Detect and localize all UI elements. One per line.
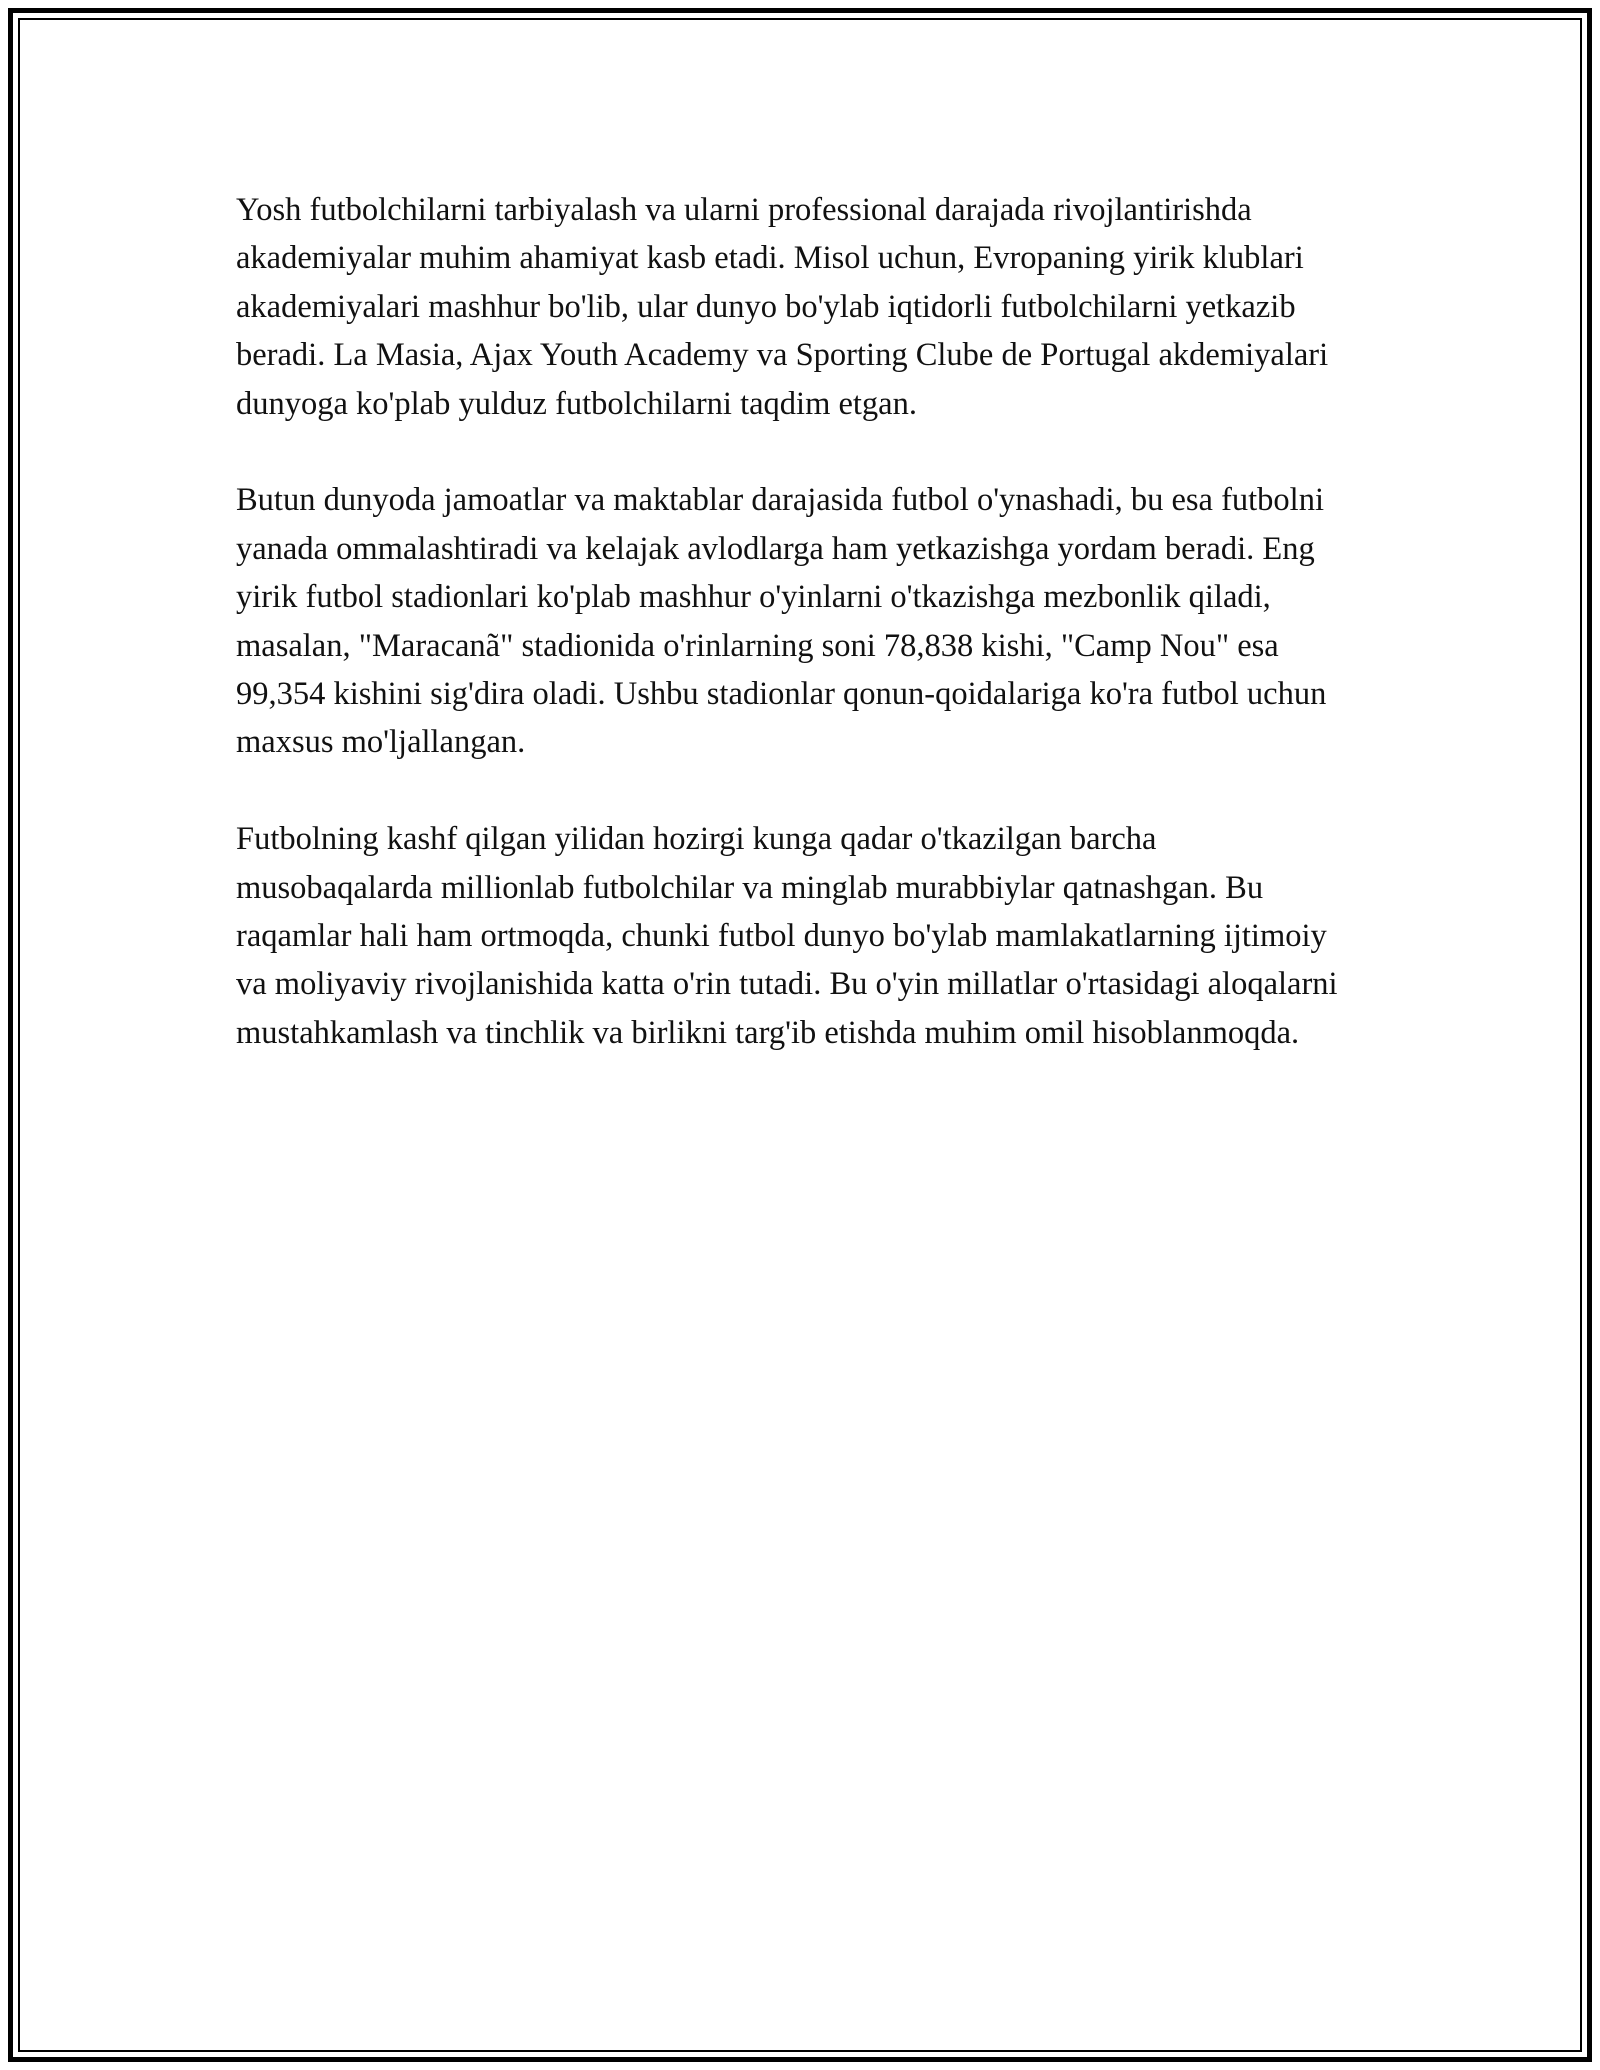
- document-body: [236, 186, 1356, 1106]
- paragraph-stadiums: Butun dunyoda jamoatlar va maktablar darajasida futbol o'ynashadi, bu esa futbolni yanada ommalashtiradi va kelajak avlodlarga ham yetkazishga yordam beradi. Eng yirik futbol stadionlari ko'plab mashhur o'yinlarni o'tkazishga mezbonlik qiladi, masalan, "Maracanã" stadionida o'rinlarning soni 78,838 kishi, "Camp Nou" esa 99,354 kishini sig'dira oladi. Ushbu stadionlar qonun-qoidalariga ko'ra futbol uchun maxsus mo'ljallangan.: [236, 482, 1327, 761]
- paragraph-participation: Futbolning kashf qilgan yilidan hozirgi kunga qadar o'tkazilgan barcha musobaqalarda millionlab futbolchilar va minglab murabbiylar qatnashgan. Bu raqamlar hali ham ortmoqda, chunki futbol dunyo bo'ylab mamlakatlarning ijtimoiy va moliyaviy rivojlanishida katta o'rin tutadi. Bu o'yin millatlar o'rtasidagi aloqalarni mustahkamlash va tinchlik va birlikni targ'ib etishda muhim omil hisoblanmoqda.: [236, 821, 1338, 1051]
- paragraph-academies: Yosh futbolchilarni tarbiyalash va ularni professional darajada rivojlantirishda akademiyalar muhim ahamiyat kasb etadi. Misol uchun, Evropaning yirik klublari akademiyalari mashhur bo'lib, ular dunyo bo'ylab iqtidorli futbolchilarni yetkazib beradi. La Masia, Ajax Youth Academy va Sporting Clube de Portugal akdemiyalari dunyoga ko'plab yulduz futbolchilarni taqdim etgan.: [236, 192, 1329, 422]
